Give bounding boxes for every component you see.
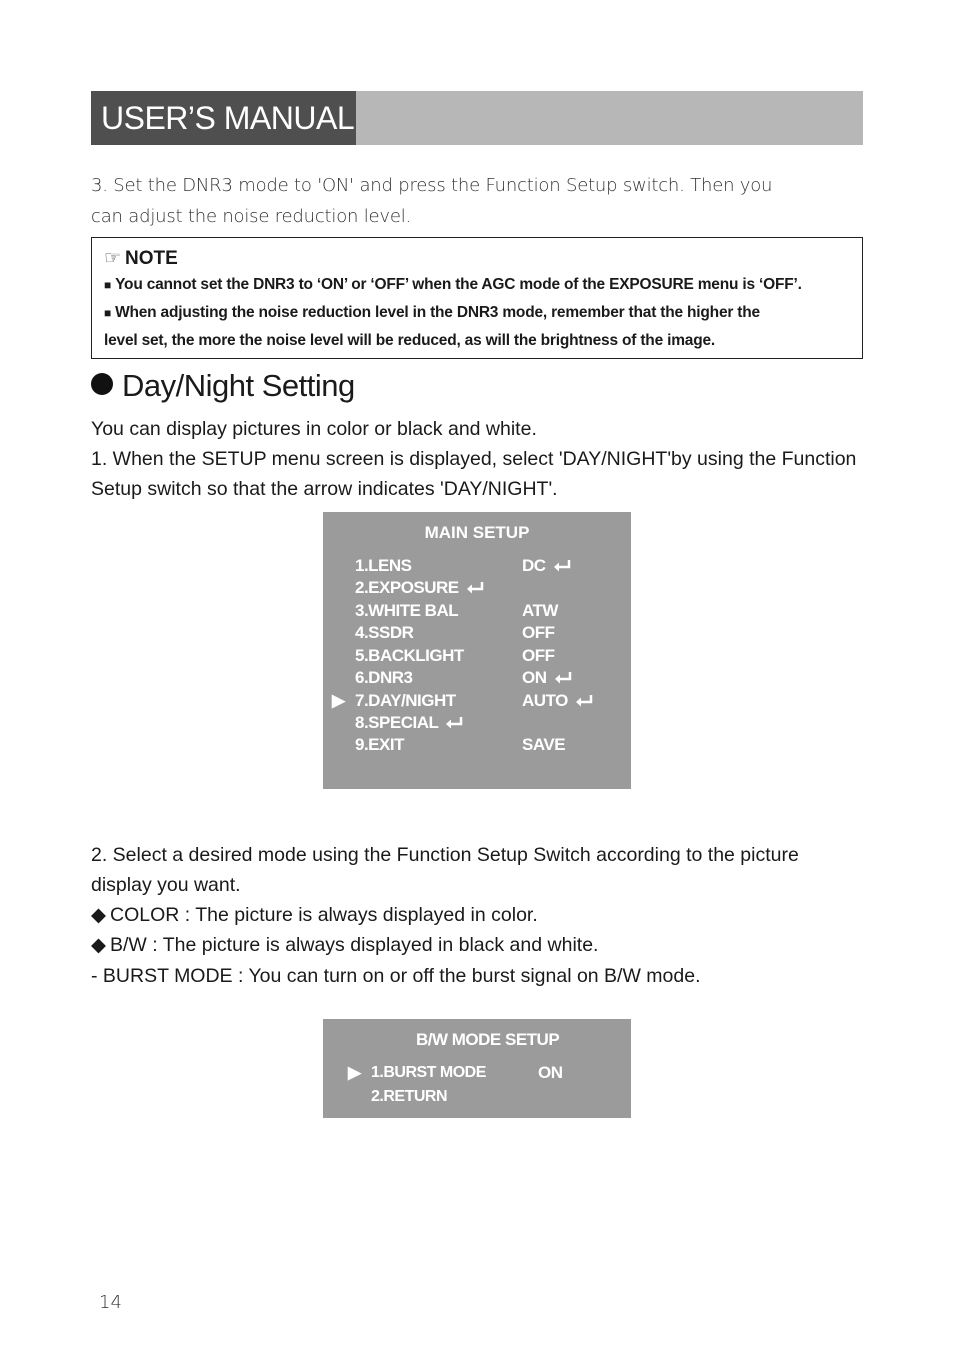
note-item-2	[104, 299, 850, 327]
menu-item-day-night-value: AUTO	[522, 690, 594, 712]
bw-mode-setup-menu	[323, 1019, 631, 1118]
selection-arrow-icon: ▶	[332, 691, 345, 710]
menu-item-exit-value: SAVE	[522, 735, 566, 754]
step2-line1: 2. Select a desired mode using the Function Setup Switch according to the picture	[91, 844, 799, 866]
menu-item-ssdr-label: 4.SSDR	[355, 623, 414, 642]
diamond-bullet-icon: ◆	[91, 904, 106, 926]
main-setup-menu	[323, 512, 631, 789]
menu-item-dnr3-label: 6.DNR3	[355, 668, 413, 687]
bullet-dot-icon	[91, 373, 113, 395]
main-setup-title: MAIN SETUP	[424, 523, 530, 542]
selection-arrow-icon: ▶	[348, 1063, 361, 1082]
diamond-bullet-icon: ◆	[91, 934, 106, 956]
note-item-2-continued: level set, the more the noise level will be reduced, as will the brightness of the image.	[104, 332, 715, 349]
square-bullet-icon: ■	[104, 278, 112, 292]
step3-line1: 3. Set the DNR3 mode to 'ON' and press the Function Setup switch. Then you	[91, 175, 773, 196]
menu-item-white-bal-value: ATW	[522, 601, 558, 620]
enter-arrow-icon	[574, 694, 594, 708]
menu-item-special: 8.SPECIAL	[355, 712, 464, 734]
menu-item-ssdr-value: OFF	[522, 623, 555, 642]
bw-item-burst-mode-label: 1.BURST MODE	[371, 1064, 486, 1081]
burst-item: - BURST MODE : You can turn on or off the burst signal on B/W mode.	[91, 965, 701, 987]
menu-item-exposure: 2.EXPOSURE	[355, 577, 485, 599]
step3-text	[91, 170, 791, 232]
note-box	[91, 237, 863, 359]
enter-arrow-icon	[465, 581, 485, 595]
menu-item-exit-label: 9.EXIT	[355, 735, 404, 754]
bw-setup-title: B/W MODE SETUP	[416, 1030, 560, 1049]
step3-line2: can adjust the noise reduction level.	[91, 206, 412, 227]
intro-text: You can display pictures in color or black and white.	[91, 418, 537, 440]
note-item-1-text: You cannot set the DNR3 to ‘ON’ or ‘OFF’ when the AGC mode of the EXPOSURE menu is ‘OFF’.	[115, 276, 802, 293]
header-bar	[91, 91, 863, 145]
page-number: 14	[99, 1292, 122, 1313]
note-item-2-text: When adjusting the noise reduction level in the DNR3 mode, remember that the higher the	[115, 304, 760, 321]
note-item-1	[104, 271, 850, 299]
pointing-hand-icon: ☞	[104, 248, 122, 269]
note-title: NOTE	[125, 248, 178, 269]
step2-line2: display you want.	[91, 874, 241, 896]
menu-item-lens-label: 1.LENS	[355, 556, 412, 575]
note-heading	[104, 247, 850, 271]
menu-item-day-night-label: 7.DAY/NIGHT	[355, 691, 456, 710]
color-item: ◆ COLOR : The picture is always displayed in color.	[91, 904, 538, 926]
enter-arrow-icon	[553, 671, 573, 685]
step1-line2: Setup switch so that the arrow indicates 'DAY/NIGHT'.	[91, 478, 558, 500]
menu-item-lens-value: DC	[522, 555, 572, 577]
enter-arrow-icon	[552, 559, 572, 573]
menu-item-backlight-label: 5.BACKLIGHT	[355, 646, 464, 665]
menu-item-white-bal-label: 3.WHITE BAL	[355, 601, 459, 620]
bw-item-return-label: 2.RETURN	[371, 1088, 448, 1105]
square-bullet-icon: ■	[104, 306, 112, 320]
menu-item-dnr3-value: ON	[522, 667, 573, 689]
section-title-text: Day/Night Setting	[122, 368, 355, 403]
step1-line1: 1. When the SETUP menu screen is displayed, select 'DAY/NIGHT'by using the Function	[91, 448, 857, 470]
bw-item: ◆ B/W : The picture is always displayed in black and white.	[91, 934, 599, 956]
header-title: USER’S MANUAL	[91, 91, 356, 145]
bw-item-burst-mode-value: ON	[538, 1063, 563, 1082]
menu-item-backlight-value: OFF	[522, 646, 555, 665]
enter-arrow-icon	[444, 716, 464, 730]
section-title	[91, 366, 355, 406]
